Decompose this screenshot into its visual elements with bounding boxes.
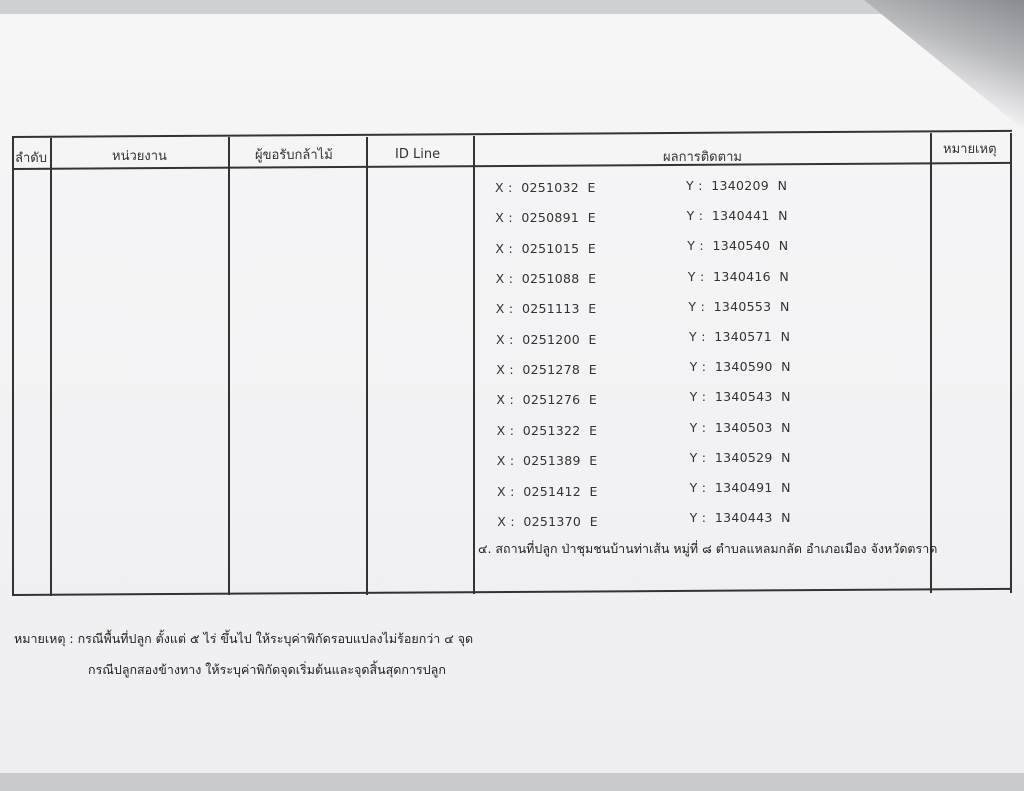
header-id-line: ID Line [395, 147, 441, 162]
col-border-3 [366, 137, 368, 595]
header-recipient: ผู้ขอรับกล้าไม้ [255, 148, 333, 163]
coord-y: Y : 1340503 N [689, 419, 791, 435]
col-border-6 [1010, 133, 1012, 593]
header-result: ผลการติดตาม [663, 150, 742, 165]
coord-y: Y : 1340529 N [689, 449, 791, 465]
col-border-4 [473, 136, 475, 594]
coord-x: X : 0251276 E [496, 392, 598, 408]
coord-x: X : 0251032 E [495, 180, 596, 195]
coord-y: Y : 1340491 N [689, 480, 791, 495]
coord-y: Y : 1340443 N [689, 510, 791, 526]
coord-x: X : 0251015 E [495, 240, 597, 256]
table-bottom-border [13, 588, 1011, 596]
header-remark: หมายเหตุ [943, 142, 997, 157]
col-border-2 [228, 137, 230, 595]
coord-y: Y : 1340441 N [686, 208, 788, 224]
coord-y: Y : 1340540 N [687, 238, 789, 254]
coord-x: X : 0251113 E [495, 301, 597, 317]
coord-x: X : 0251322 E [496, 422, 598, 438]
col-border-5 [930, 133, 932, 593]
col-border-0 [12, 138, 14, 596]
header-agency: หน่วยงาน [112, 149, 167, 164]
coord-x: X : 0251412 E [497, 483, 598, 499]
table-top-border [12, 130, 1012, 138]
coord-y: Y : 1340571 N [689, 329, 791, 344]
coord-y: Y : 1340209 N [686, 178, 788, 193]
planting-location: ๔. สถานที่ปลูก ป่าชุมชนบ้านท่าเส้น หมู่ที่ ๘ ตำบลแหลมกลัด อำเภอเมือง จังหวัดตราด [478, 541, 938, 556]
coord-x: X : 0251389 E [496, 453, 598, 469]
coord-x: X : 0251088 E [495, 271, 597, 287]
coord-y: Y : 1340416 N [687, 268, 790, 284]
header-order: ลำดับ [15, 151, 47, 166]
remark-line-2: กรณีปลูกสองข้างทาง ให้ระบุค่าพิกัดจุดเริ่มต้นและจุดสิ้นสุดการปลูก [88, 662, 446, 677]
col-border-1 [50, 138, 52, 596]
coord-x: X : 0251200 E [496, 331, 597, 347]
coord-x: X : 0250891 E [495, 210, 596, 226]
coord-x: X : 0251278 E [496, 362, 597, 378]
remark-line-1: หมายเหตุ : กรณีพื้นที่ปลูก ตั้งแต่ ๕ ไร่ ขึ้นไป ให้ระบุค่าพิกัดรอบแปลงไม่ร้อยกว่า ๔ จุด [14, 631, 474, 646]
coord-y: Y : 1340553 N [688, 298, 790, 314]
coord-y: Y : 1340543 N [689, 389, 791, 405]
coord-x: X : 0251370 E [497, 513, 598, 529]
coord-y: Y : 1340590 N [689, 359, 791, 375]
